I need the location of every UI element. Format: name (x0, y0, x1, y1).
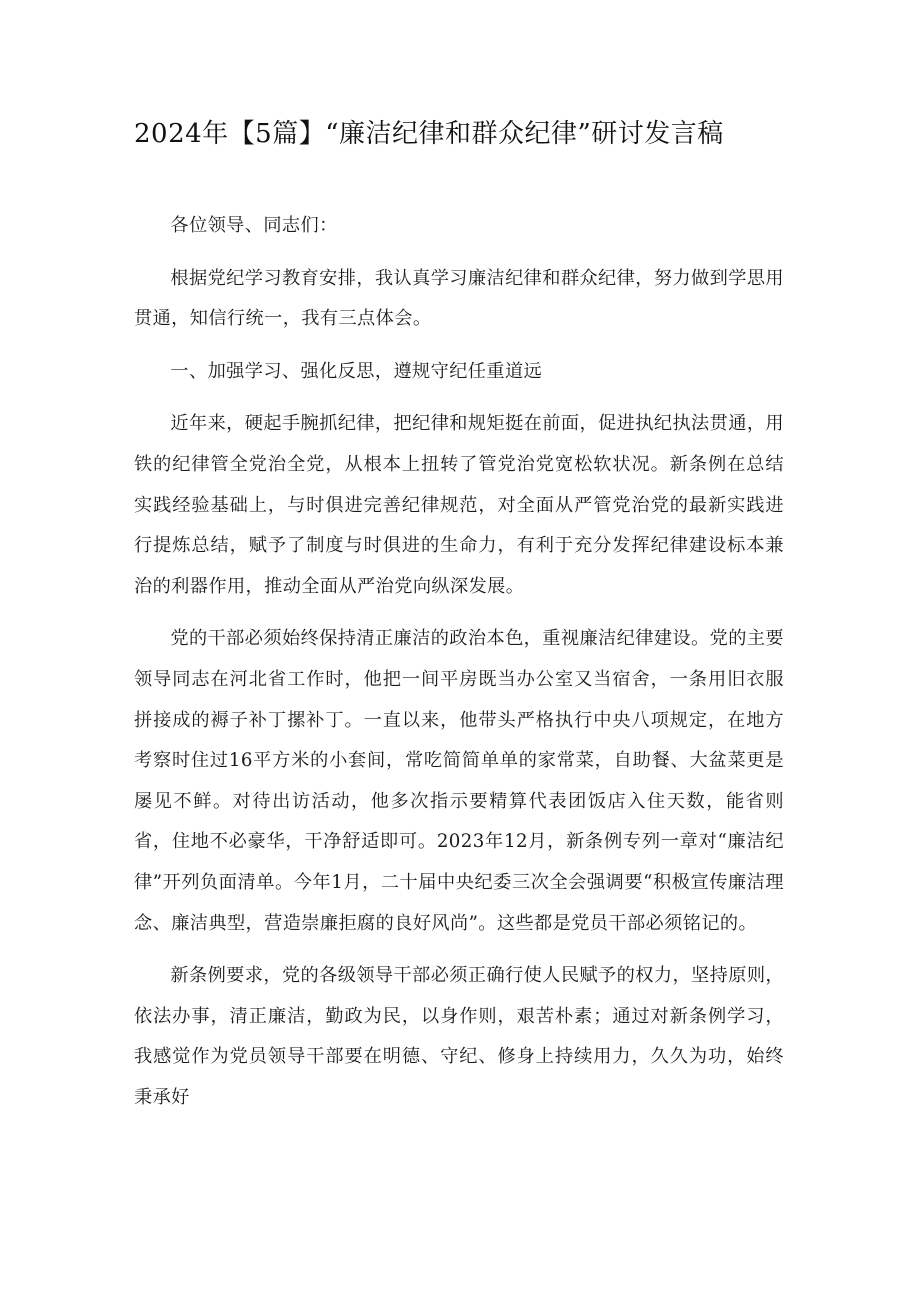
salutation: 各位领导、同志们： (170, 215, 338, 236)
paragraph-body-1: 近年来，硬起手腕抓纪律，把纪律和规矩挺在前面，促进执纪执法贯通，用铁的纪律管全党治全党，从根本上扭转了管党治党宽松软状况。新条例在总结实践经验基础上，与时俱进完善纪律规范，对全面从严管党治党的最新实践进行提炼总结，赋予了制度与时俱进的生命力，有利于充分发挥纪律建设标本兼治的利器作用，推动全面从严治党向纵深发展。 (134, 413, 784, 597)
document-body (134, 206, 784, 1130)
paragraph-body-3: 新条例要求，党的各级领导干部必须正确行使人民赋予的权力，坚持原则，依法办事，清正廉洁，勤政为民，以身作则，艰苦朴素；通过对新条例学习，我感觉作为党员领导干部要在明德、守纪、修身上持续用力，久久为功，始终秉承好 (134, 965, 784, 1108)
document-title: 2024年【5篇】“廉洁纪律和群众纪律”研讨发言稿 (134, 119, 724, 149)
paragraph-body-2: 党的干部必须始终保持清正廉洁的政治本色，重视廉洁纪律建设。党的主要领导同志在河北省工作时，他把一间平房既当办公室又当宿舍，一条用旧衣服拼接成的褥子补丁摞补丁。一直以来，他带头严格执行中央八项规定，在地方考察时住过16平方米的小套间，常吃简简单单的家常菜，自助餐、大盆菜更是屡见不鲜。对待出访活动，他多次指示要精算代表团饭店入住天数，能省则省，住地不必豪华，干净舒适即可。2023年12月，新条例专列一章对“廉洁纪律”开列负面清单。今年1月，二十届中央纪委三次全会强调要“积极宣传廉洁理念、廉洁典型，营造崇廉拒腐的良好风尚”。这些都是党员干部必须铭记的。 (134, 628, 784, 934)
paragraph-intro: 根据党纪学习教育安排，我认真学习廉洁纪律和群众纪律，努力做到学思用贯通，知信行统一，我有三点体会。 (134, 267, 784, 330)
section-heading-1: 一、加强学习、强化反思，遵规守纪任重道远 (170, 360, 543, 382)
